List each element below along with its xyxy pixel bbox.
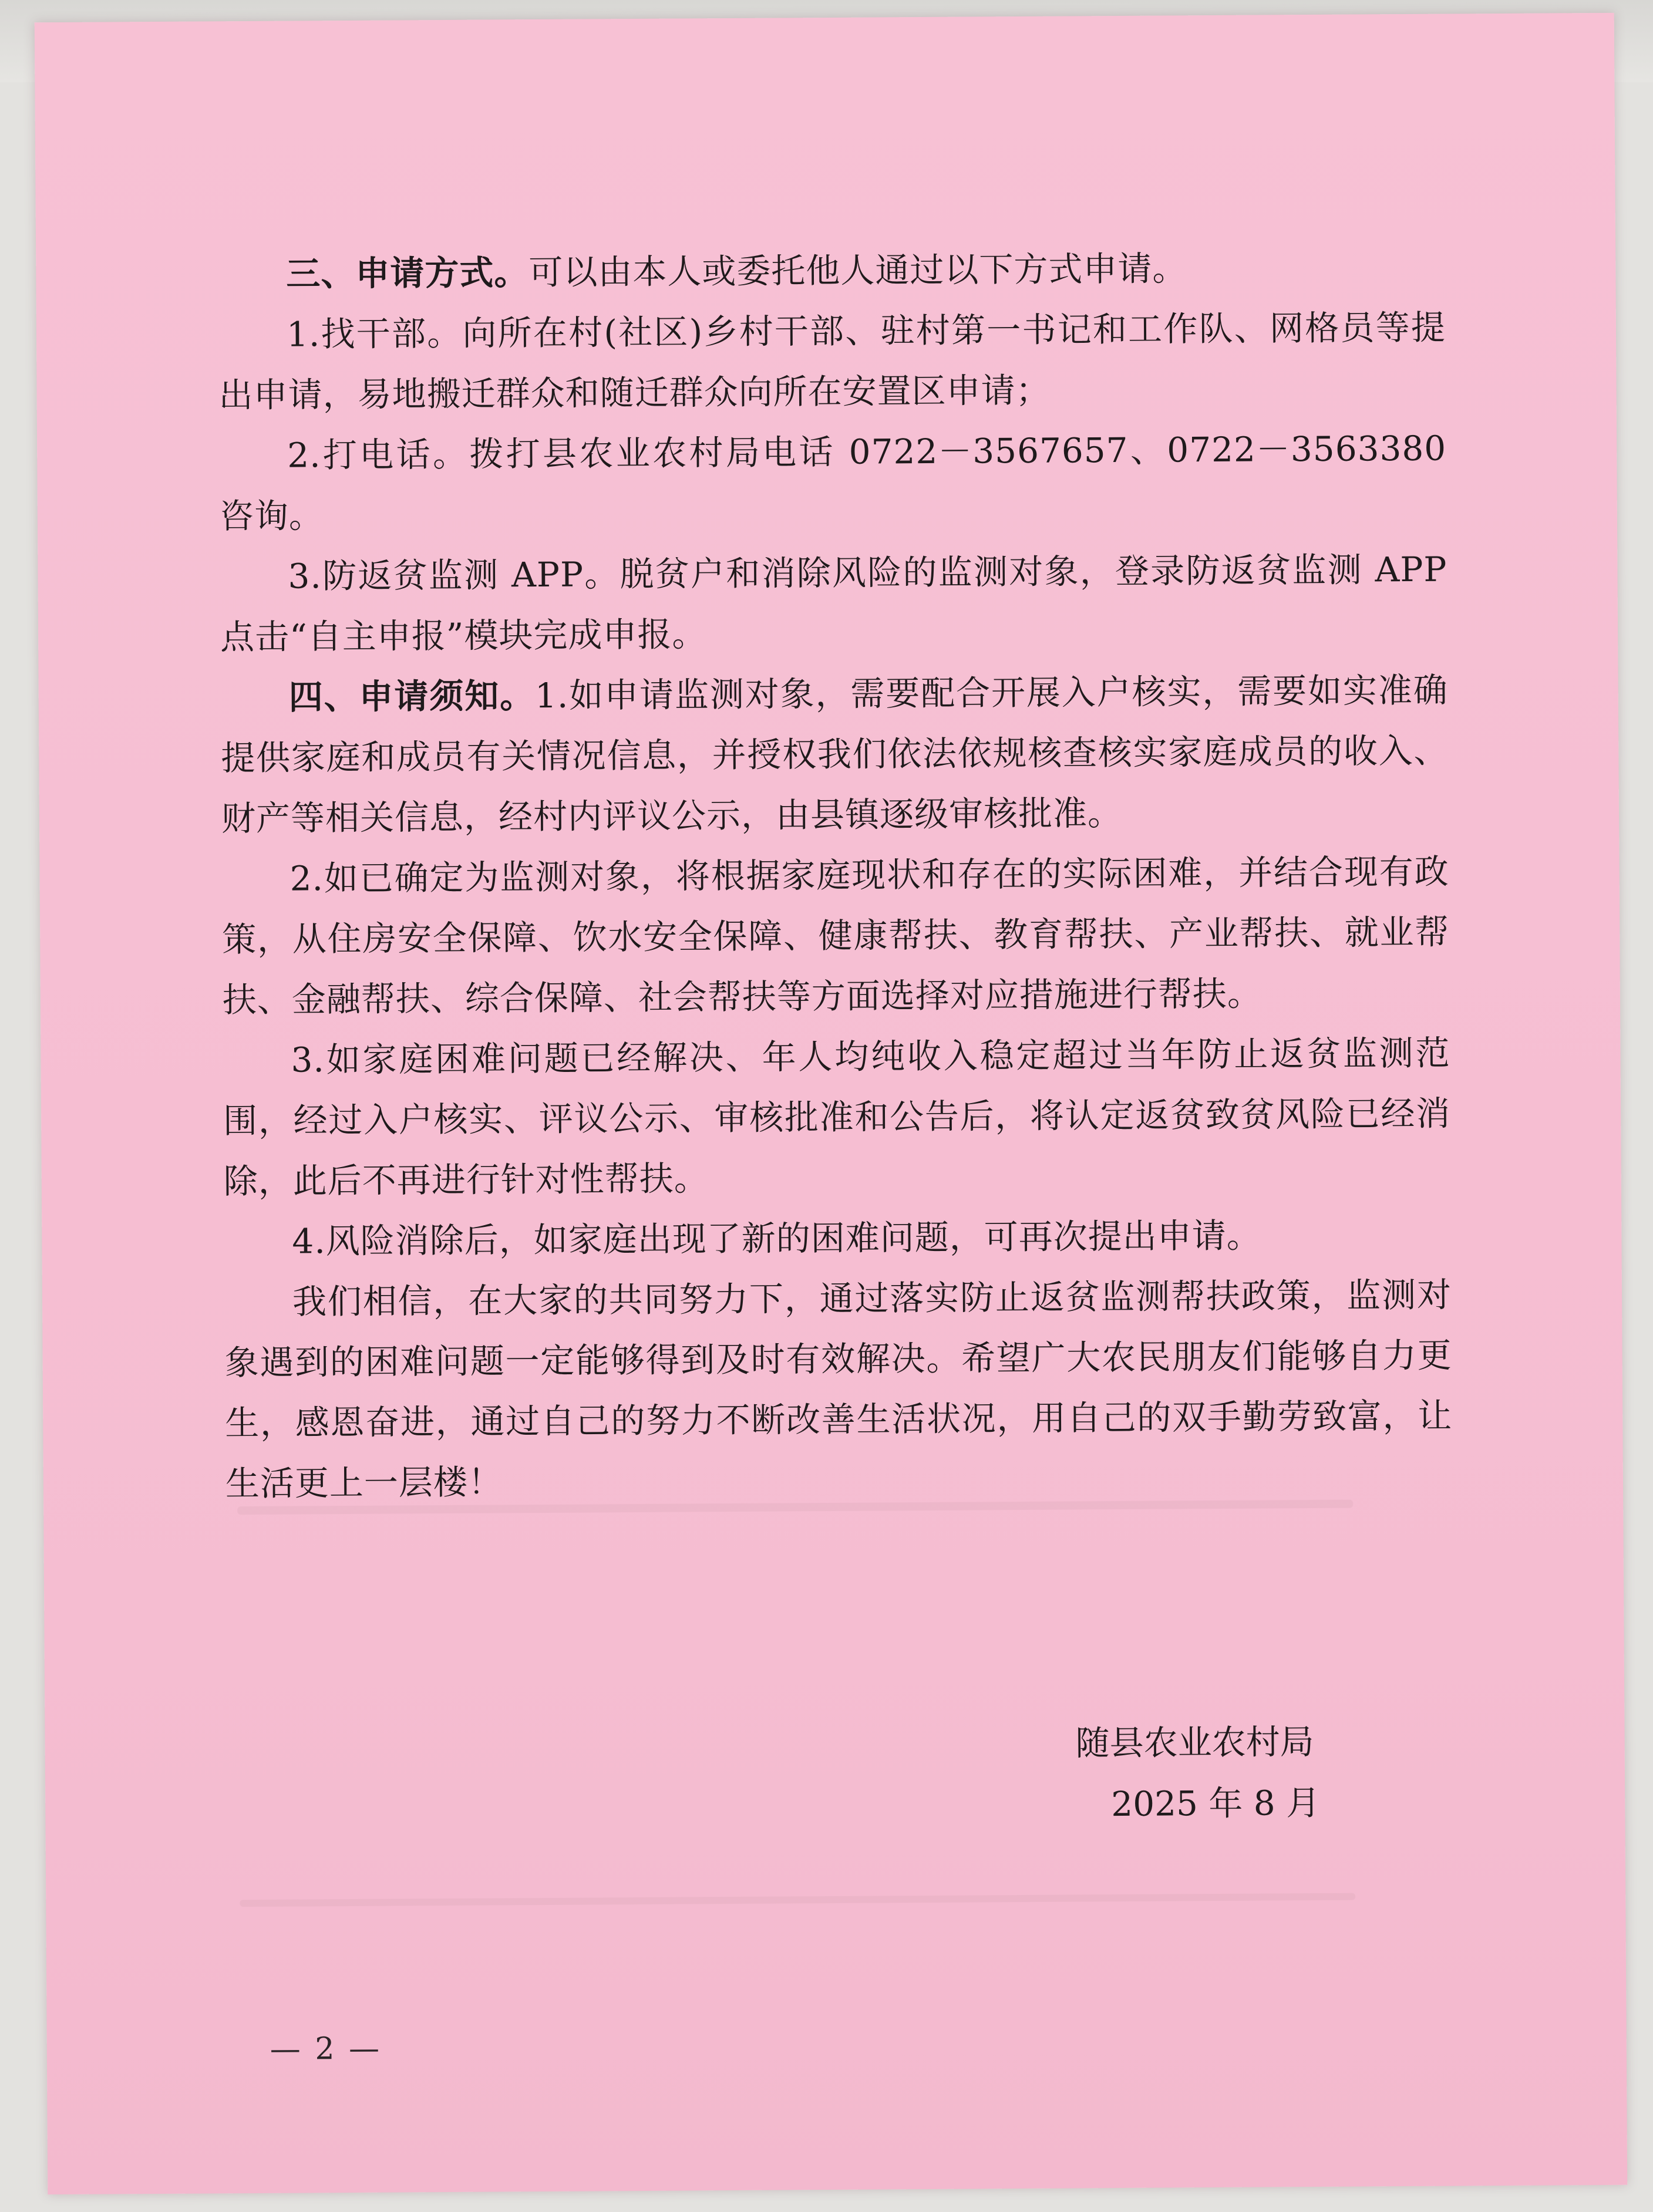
section-three-paragraph — [218, 237, 1446, 305]
section-three-item: 3.防返贫监测 APP。脱贫户和消除风险的监测对象，登录防返贫监测 APP 点击“自主申报”模块完成申报。 — [220, 549, 1447, 657]
section-three-intro: 可以由本人或委托他人通过以下方式申请。 — [528, 248, 1187, 293]
section-four-intro: 1.如申请监测对象，需要配合开展入户核实，需要如实准确提供家庭和成员有关情况信息，并授权我们依法依规核查核实家庭成员的收入、财产等相关信息，经村内评议公示，由县镇逐级审核批准。 — [221, 670, 1449, 839]
page-number: — 2 — — [270, 2031, 382, 2067]
section-three-heading: 三、申请方式。 — [286, 252, 529, 294]
section-three-item: 2.打电话。拨打县农业农村局电话 0722－3567657、0722－3563380 咨询。 — [219, 428, 1447, 537]
section-four-item: 4.风险消除后，如家庭出现了新的困难问题，可再次提出申请。 — [292, 1215, 1261, 1262]
document-body — [218, 237, 1453, 1515]
signature-block — [1075, 1711, 1428, 1835]
section-four-heading: 四、申请须知。 — [288, 676, 536, 717]
section-four-item: 3.如家庭困难问题已经解决、年人均纯收入稳定超过当年防止返贫监测范围，经过入户核实、评议公示、审核批准和公告后，将认定返贫致贫风险已经消除，此后不再进行针对性帮扶。 — [223, 1033, 1451, 1202]
section-three-item: 1.找干部。向所在村(社区)乡村干部、驻村第一书记和工作队、网格员等提出申请，易地搬迁群众和随迁群众向所在安置区申请； — [218, 307, 1446, 416]
show-through-mark — [240, 1893, 1355, 1907]
section-four-paragraph — [220, 660, 1449, 849]
paper-sheet — [35, 13, 1628, 2194]
closing-paragraph: 我们相信，在大家的共同努力下，通过落实防止返贫监测帮扶政策，监测对象遇到的困难问题一定能够得到及时有效解决。希望广大农民朋友们能够自力更生，感恩奋进，通过自己的努力不断改善生活状况，用自己的双手勤劳致富，让生活更上一层楼！ — [224, 1274, 1453, 1504]
signature-date: 2025 年 8 月 — [1111, 1782, 1321, 1825]
section-four-item: 2.如已确定为监测对象，将根据家庭现状和存在的实际困难，并结合现有政策，从住房安全保障、饮水安全保障、健康帮扶、教育帮扶、产业帮扶、就业帮扶、金融帮扶、综合保障、社会帮扶等方面选择对应措施进行帮扶。 — [222, 851, 1450, 1020]
signature-org: 随县农业农村局 — [1075, 1721, 1314, 1763]
